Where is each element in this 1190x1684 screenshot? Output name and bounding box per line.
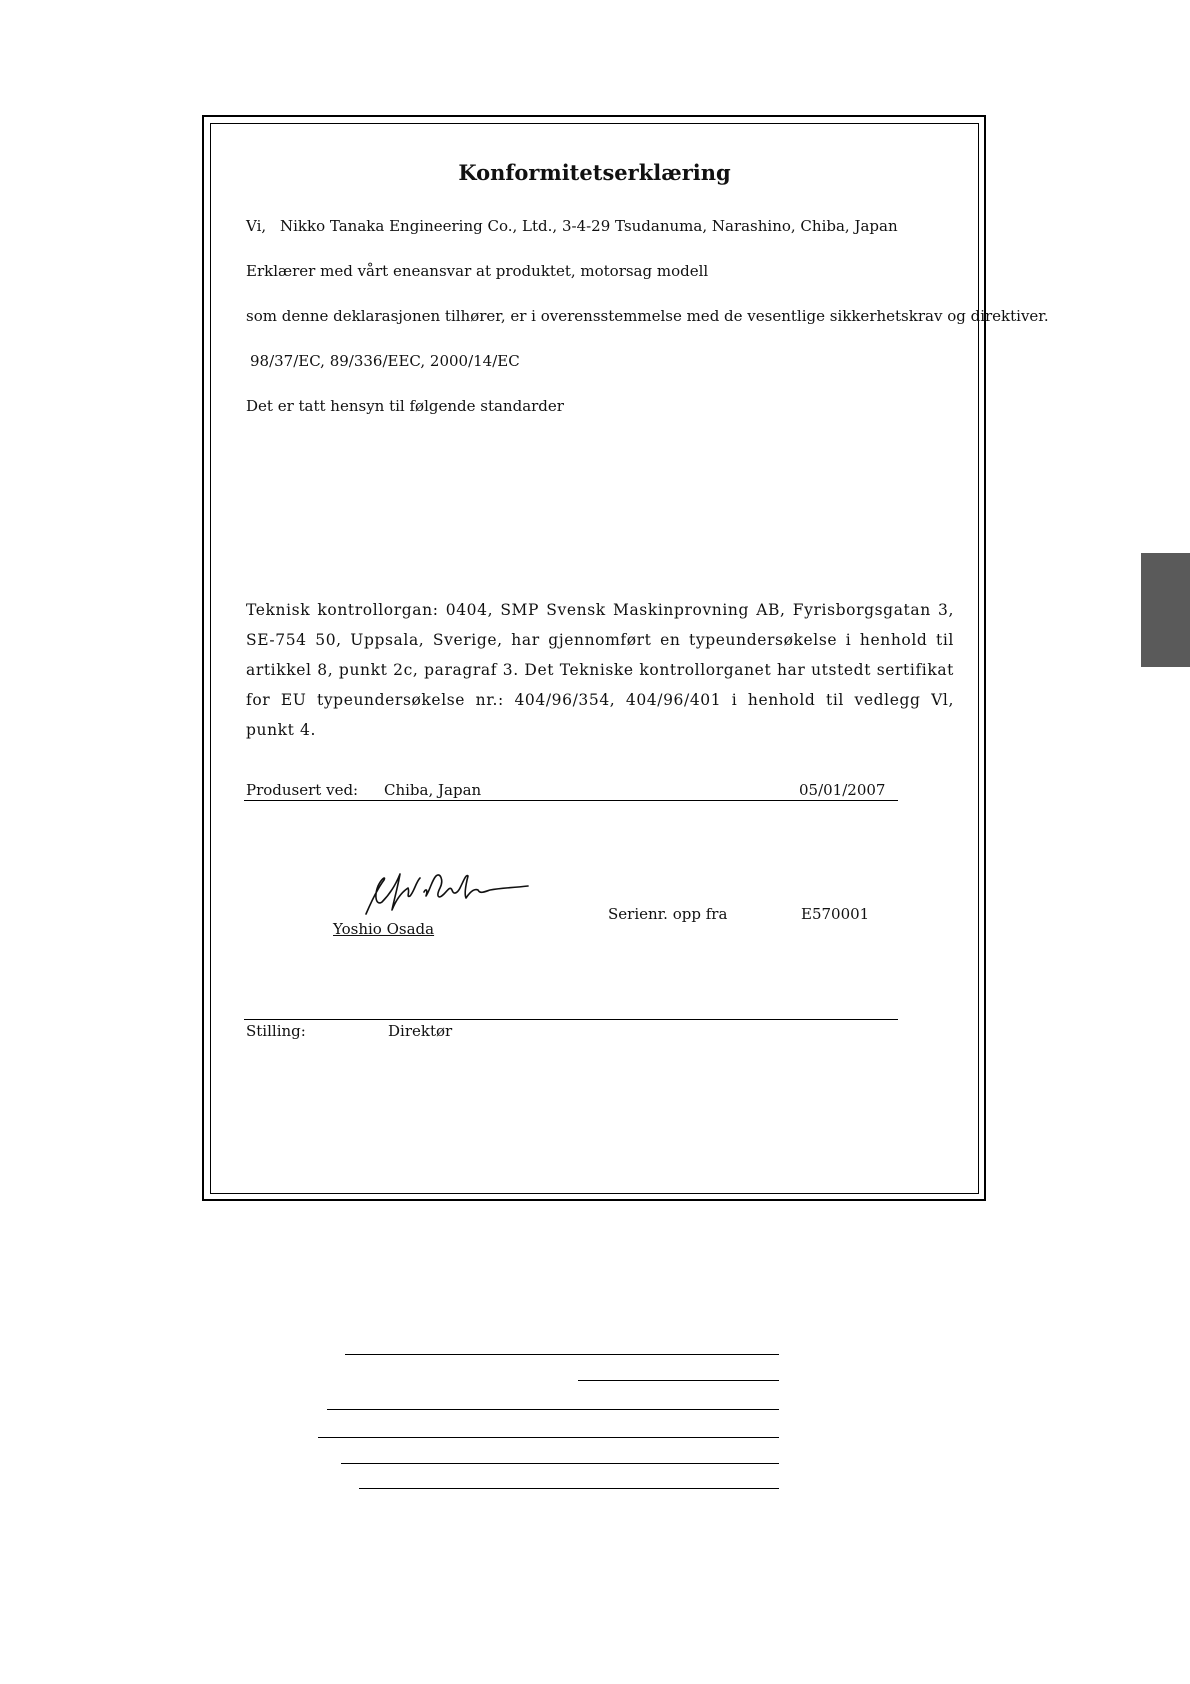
produced-label: Produsert ved: [246,781,359,799]
position-value: Direktør [388,1022,453,1040]
blank-line-3 [327,1409,779,1410]
blank-line-2 [578,1380,779,1381]
blank-line-6 [359,1488,779,1489]
signatory-name: Yoshio Osada [333,920,435,938]
serial-value: E570001 [801,905,870,923]
section-tab [1141,553,1190,667]
serial-label: Serienr. opp fra [608,905,728,923]
signature-image [360,870,540,916]
blank-line-5 [341,1463,779,1464]
conformity-statement: som denne deklarasjonen tilhører, er i overensstemmelse med de vesentlige sikkerhetskrav og direktiver. [246,307,1049,325]
standards-intro: Det er tatt hensyn til følgende standarder [246,397,564,415]
blank-line-1 [345,1354,779,1355]
blank-line-4 [318,1437,779,1438]
produced-underline [244,800,898,801]
directives-list: 98/37/EC, 89/336/EEC, 2000/14/EC [250,352,520,370]
produced-date: 05/01/2007 [799,781,886,799]
declaration-statement: Erklærer med vårt eneansvar at produktet, motorsag modell [246,262,709,280]
technical-body-paragraph: Teknisk kontrollorgan: 0404, SMP Svensk Maskinprovning AB, Fyrisborgsgatan 3, SE-754 50, Uppsala, Sverige, har gjennomført en typeundersøkelse i henhold til artikkel 8, punkt 2c, paragraf 3. Det Tekniske kontrollorganet har utstedt sertifikat for EU typeundersøkelse nr.: 404/96/354, 404/96/401 i henhold til vedlegg Vl, punkt 4. [246,601,954,739]
company-address: Nikko Tanaka Engineering Co., Ltd., 3-4-29 Tsudanuma, Narashino, Chiba, Japan [280,217,898,235]
page-title: Konformitetserklæring [458,160,731,185]
produced-place: Chiba, Japan [384,781,482,799]
intro-vi: Vi, [246,217,267,235]
position-overline [244,1019,898,1020]
position-label: Stilling: [246,1022,306,1040]
